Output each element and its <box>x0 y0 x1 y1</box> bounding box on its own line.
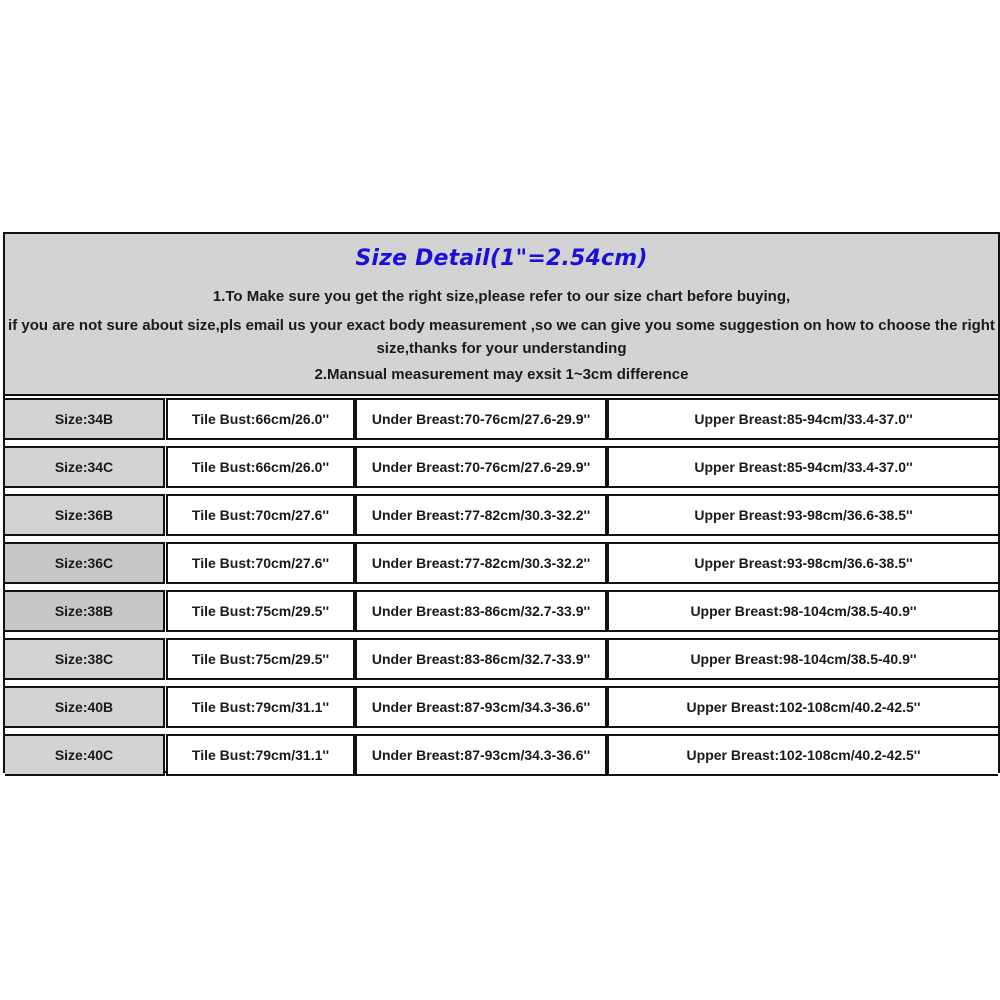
size-cell: Size:36C <box>5 542 165 584</box>
upper-breast-cell: Upper Breast:85-94cm/33.4-37.0'' <box>607 446 998 488</box>
instruction-line-2: if you are not sure about size,pls email us your exact body measurement ,so we can give you some suggestion on how to choose the right size,thanks for your understanding <box>8 317 995 357</box>
table-row <box>5 636 998 684</box>
under-breast-cell: Under Breast:87-93cm/34.3-36.6'' <box>355 686 607 728</box>
table-row <box>5 684 998 732</box>
under-breast-cell: Under Breast:70-76cm/27.6-29.9'' <box>355 446 607 488</box>
under-breast-cell: Under Breast:83-86cm/32.7-33.9'' <box>355 638 607 680</box>
table-row <box>5 444 998 492</box>
table-row <box>5 396 998 444</box>
tile-bust-cell: Tile Bust:70cm/27.6'' <box>166 542 355 584</box>
size-table <box>5 396 998 780</box>
size-chart <box>3 232 1000 773</box>
tile-bust-cell: Tile Bust:75cm/29.5'' <box>166 638 355 680</box>
tile-bust-cell: Tile Bust:66cm/26.0'' <box>166 446 355 488</box>
under-breast-cell: Under Breast:77-82cm/30.3-32.2'' <box>355 494 607 536</box>
size-chart-title: Size Detail(1"=2.54cm) <box>355 246 648 271</box>
instruction-line-3: 2.Mansual measurement may exsit 1~3cm difference <box>314 366 689 383</box>
upper-breast-cell: Upper Breast:98-104cm/38.5-40.9'' <box>607 638 998 680</box>
tile-bust-cell: Tile Bust:70cm/27.6'' <box>166 494 355 536</box>
size-cell: Size:40C <box>5 734 165 776</box>
size-cell: Size:34C <box>5 446 165 488</box>
size-chart-header <box>5 234 998 396</box>
tile-bust-cell: Tile Bust:79cm/31.1'' <box>166 734 355 776</box>
tile-bust-cell: Tile Bust:79cm/31.1'' <box>166 686 355 728</box>
under-breast-cell: Under Breast:87-93cm/34.3-36.6'' <box>355 734 607 776</box>
upper-breast-cell: Upper Breast:102-108cm/40.2-42.5'' <box>607 734 998 776</box>
tile-bust-cell: Tile Bust:75cm/29.5'' <box>166 590 355 632</box>
size-cell: Size:38C <box>5 638 165 680</box>
instruction-line-1: 1.To Make sure you get the right size,please refer to our size chart before buying, <box>212 288 791 305</box>
size-cell: Size:34B <box>5 398 165 440</box>
upper-breast-cell: Upper Breast:93-98cm/36.6-38.5'' <box>607 494 998 536</box>
table-row <box>5 588 998 636</box>
table-row <box>5 540 998 588</box>
tile-bust-cell: Tile Bust:66cm/26.0'' <box>166 398 355 440</box>
size-cell: Size:40B <box>5 686 165 728</box>
size-cell: Size:38B <box>5 590 165 632</box>
upper-breast-cell: Upper Breast:93-98cm/36.6-38.5'' <box>607 542 998 584</box>
under-breast-cell: Under Breast:83-86cm/32.7-33.9'' <box>355 590 607 632</box>
table-row <box>5 732 998 780</box>
upper-breast-cell: Upper Breast:98-104cm/38.5-40.9'' <box>607 590 998 632</box>
upper-breast-cell: Upper Breast:102-108cm/40.2-42.5'' <box>607 686 998 728</box>
table-row <box>5 492 998 540</box>
size-cell: Size:36B <box>5 494 165 536</box>
upper-breast-cell: Upper Breast:85-94cm/33.4-37.0'' <box>607 398 998 440</box>
under-breast-cell: Under Breast:77-82cm/30.3-32.2'' <box>355 542 607 584</box>
under-breast-cell: Under Breast:70-76cm/27.6-29.9'' <box>355 398 607 440</box>
